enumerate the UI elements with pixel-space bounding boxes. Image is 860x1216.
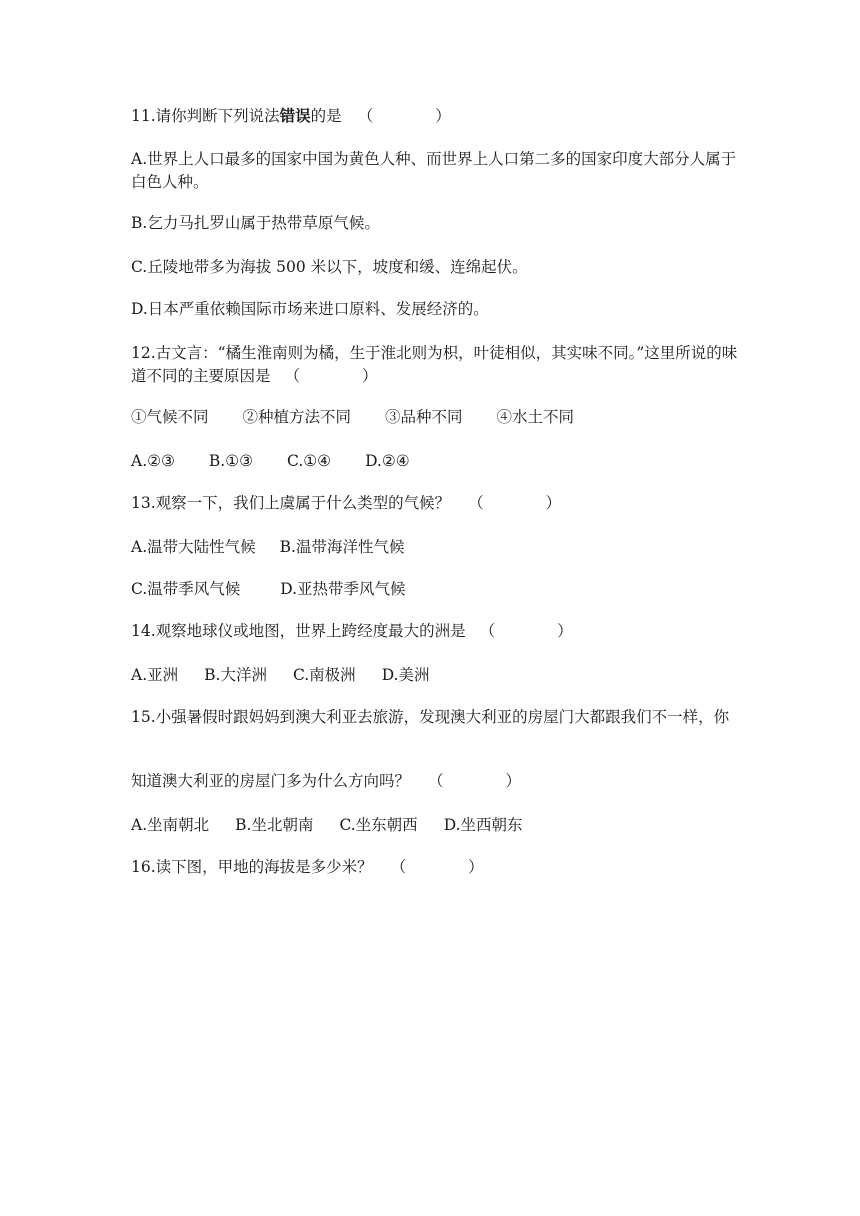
q13-options-row-1 [131,536,741,559]
q12-option-b: B.①③ [208,452,254,470]
q16-answer-paren: （ ） [390,858,484,876]
q11-option-a: A.世界上人口最多的国家中国为黄色人种、而世界上人口第二多的国家印度大部分人属于白色人种。 [131,150,737,191]
q12-option-a: A.②③ [131,452,175,470]
q11-stem-pre: 11.请你判断下列说法 [131,107,280,125]
q15-option-b: B.坐北朝南 [235,816,314,834]
q12-stem-text: 12.古文言：“橘生淮南则为橘，生于淮北则为枳，叶徒相似，其实味不同。”这里所说的味道不同的主要原因是 [131,344,738,385]
q13-stem-text: 13.观察一下，我们上虞属于什么类型的气候？ [131,494,451,512]
q13-option-d: D.亚热带季风气候 [280,580,406,598]
question-11-stem [131,104,741,128]
q12-factors [131,406,741,429]
q12-option-d: D.②④ [365,452,410,470]
q11-option-c: C.丘陵地带多为海拔 500 米以下，坡度和缓、连绵起伏。 [131,258,528,276]
q15-options [131,814,741,837]
q14-answer-paren: （ ） [479,622,573,640]
q12-factor-2: ②种植方法不同 [242,408,352,426]
question-15-stem [131,770,741,793]
question-14-stem [131,620,741,643]
q14-options [131,664,741,687]
q13-options-row-2 [131,578,741,601]
q15-option-c: C.坐东朝西 [339,816,418,834]
q13-option-a: A.温带大陆性气候 [131,538,256,556]
question-16-stem [131,856,741,879]
q13-option-b: B.温带海洋性气候 [279,538,405,556]
q14-option-d: D.美洲 [381,666,430,684]
q12-options [131,450,741,473]
q12-factor-1: ①气候不同 [131,408,209,426]
q15-option-d: D.坐西朝东 [443,816,523,834]
q11-stem-post: 的是 [310,107,342,125]
q11-stem-bold: 错误 [279,106,311,125]
q13-answer-paren: （ ） [468,494,562,512]
question-12-stem [131,342,741,388]
q11-option-b: B.乞力马扎罗山属于热带草原气候。 [131,214,380,232]
q15-option-a: A.坐南朝北 [131,816,210,834]
q16-stem-text: 16.读下图，甲地的海拔是多少米？ [131,858,373,876]
q11-answer-paren: （ ） [357,107,451,125]
q12-answer-paren: （ ） [284,367,378,385]
q12-option-c: C.①④ [287,452,332,470]
q14-option-c: C.南极洲 [292,666,356,684]
q11-option-d: D.日本严重依赖国际市场来进口原料、发展经济的。 [131,300,489,318]
q12-factor-3: ③品种不同 [385,408,463,426]
question-13-stem [131,492,741,515]
q14-stem-text: 14.观察地球仪或地图，世界上跨经度最大的洲是 [131,622,466,640]
q14-option-b: B.大洋洲 [204,666,267,684]
q13-option-c: C.温带季风气候 [131,580,241,598]
q15-stem-line-2: 知道澳大利亚的房屋门多为什么方向吗？ [131,772,411,790]
q15-stem-line-1: 15.小强暑假时跟妈妈到澳大利亚去旅游，发现澳大利亚的房屋门大都跟我们不一样，你 [131,708,730,726]
q15-answer-paren: （ ） [428,772,522,790]
q14-option-a: A.亚洲 [131,666,179,684]
q12-factor-4: ④水土不同 [496,408,575,426]
